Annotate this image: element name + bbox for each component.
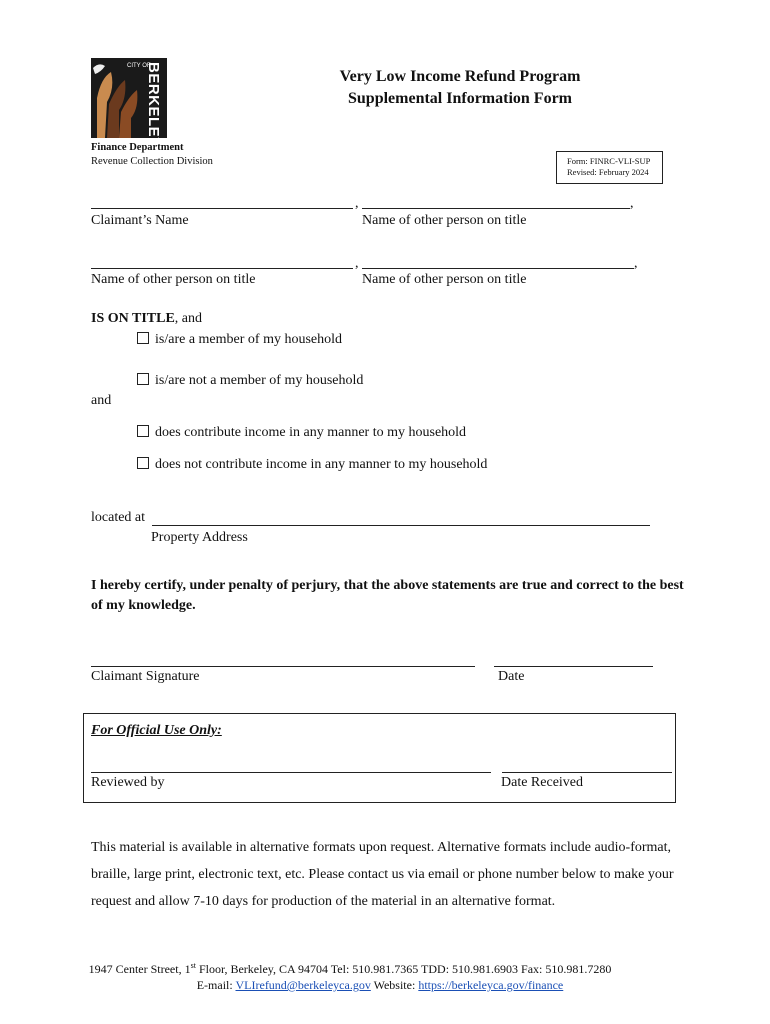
comma: , (630, 196, 634, 211)
option-not-member (137, 373, 363, 389)
reviewed-by-line[interactable] (91, 772, 491, 773)
not-member-label: is/are not a member of my household (155, 373, 364, 388)
website-link[interactable]: https://berkeleyca.gov/finance (418, 978, 564, 992)
footer-address-sup: st (190, 961, 196, 970)
footer-address-post: Floor, Berkeley, CA 94704 Tel: 510.981.7365 TDD: 510.981.6903 Fax: 510.981.7280 (195, 962, 612, 976)
date-received-line[interactable] (502, 772, 672, 773)
other-name-line-3[interactable] (362, 268, 634, 269)
official-use-heading: For Official Use Only: (91, 723, 222, 738)
date-received-label: Date Received (501, 775, 584, 790)
is-on-title-bold: IS ON TITLE (91, 311, 175, 326)
comma: , (355, 196, 359, 211)
date-label: Date (498, 669, 525, 684)
other-name-label-2: Name of other person on title (91, 272, 256, 287)
member-label: is/are a member of my household (155, 332, 343, 347)
other-name-label-1: Name of other person on title (362, 213, 527, 228)
located-at: located at (91, 510, 146, 525)
form-title-line2: Supplemental Information Form (348, 90, 572, 107)
comma: , (355, 256, 359, 271)
logo-small-text: CITY OF (127, 63, 151, 69)
revised-date: Revised: February 2024 (567, 167, 649, 177)
city-logo (91, 58, 167, 138)
claimant-signature-label: Claimant Signature (91, 669, 200, 684)
form-code: Form: FINRC-VLI-SUP (567, 156, 651, 166)
claimant-signature-line[interactable] (91, 666, 475, 667)
is-on-title-and: , and (174, 311, 202, 326)
footer-contact (0, 977, 700, 993)
not-member-checkbox[interactable] (137, 373, 149, 385)
claimant-name-label: Claimant’s Name (91, 213, 189, 228)
logo-big-text: BERKELEY (145, 62, 162, 138)
form-code-box (556, 151, 663, 184)
email-link[interactable]: VLIrefund@berkeleyca.gov (235, 978, 371, 992)
date-line[interactable] (494, 666, 653, 667)
footer-address-pre: 1947 Center Street, 1 (88, 962, 191, 976)
footer (0, 958, 700, 993)
comma: , (634, 256, 638, 271)
not-contribute-checkbox[interactable] (137, 457, 149, 469)
option-contribute (137, 425, 466, 441)
property-address-line[interactable] (152, 525, 650, 526)
property-address-label: Property Address (151, 530, 248, 545)
website-label: Website: (370, 978, 419, 992)
other-name-line-1[interactable] (362, 208, 630, 209)
accessibility-notice: This material is available in alternative formats upon request. Alternative formats include audio-format, braille, large print, electronic text, etc. Please contact us via email or phone number below to make your request and allow 7-10 days for production of the material in an alternative format. (91, 840, 674, 909)
claimant-name-line[interactable] (91, 208, 353, 209)
other-name-line-2[interactable] (91, 268, 353, 269)
department: Finance Department (91, 142, 184, 153)
footer-address (0, 958, 700, 977)
other-name-label-3: Name of other person on title (362, 272, 527, 287)
and-text: and (91, 393, 112, 408)
option-member (137, 332, 342, 348)
option-not-contribute (137, 457, 487, 473)
reviewed-by-label: Reviewed by (91, 775, 165, 790)
division: Revenue Collection Division (91, 156, 213, 167)
contribute-checkbox[interactable] (137, 425, 149, 437)
email-label: E-mail: (196, 978, 236, 992)
contribute-label: does contribute income in any manner to my household (155, 425, 467, 440)
not-contribute-label: does not contribute income in any manner to my household (155, 457, 488, 472)
form-title-line1: Very Low Income Refund Program (339, 68, 581, 85)
certification-text: I hereby certify, under penalty of perjury, that the above statements are true and correct to the best of my knowledge. (91, 578, 684, 613)
member-checkbox[interactable] (137, 332, 149, 344)
is-on-title (91, 311, 202, 327)
